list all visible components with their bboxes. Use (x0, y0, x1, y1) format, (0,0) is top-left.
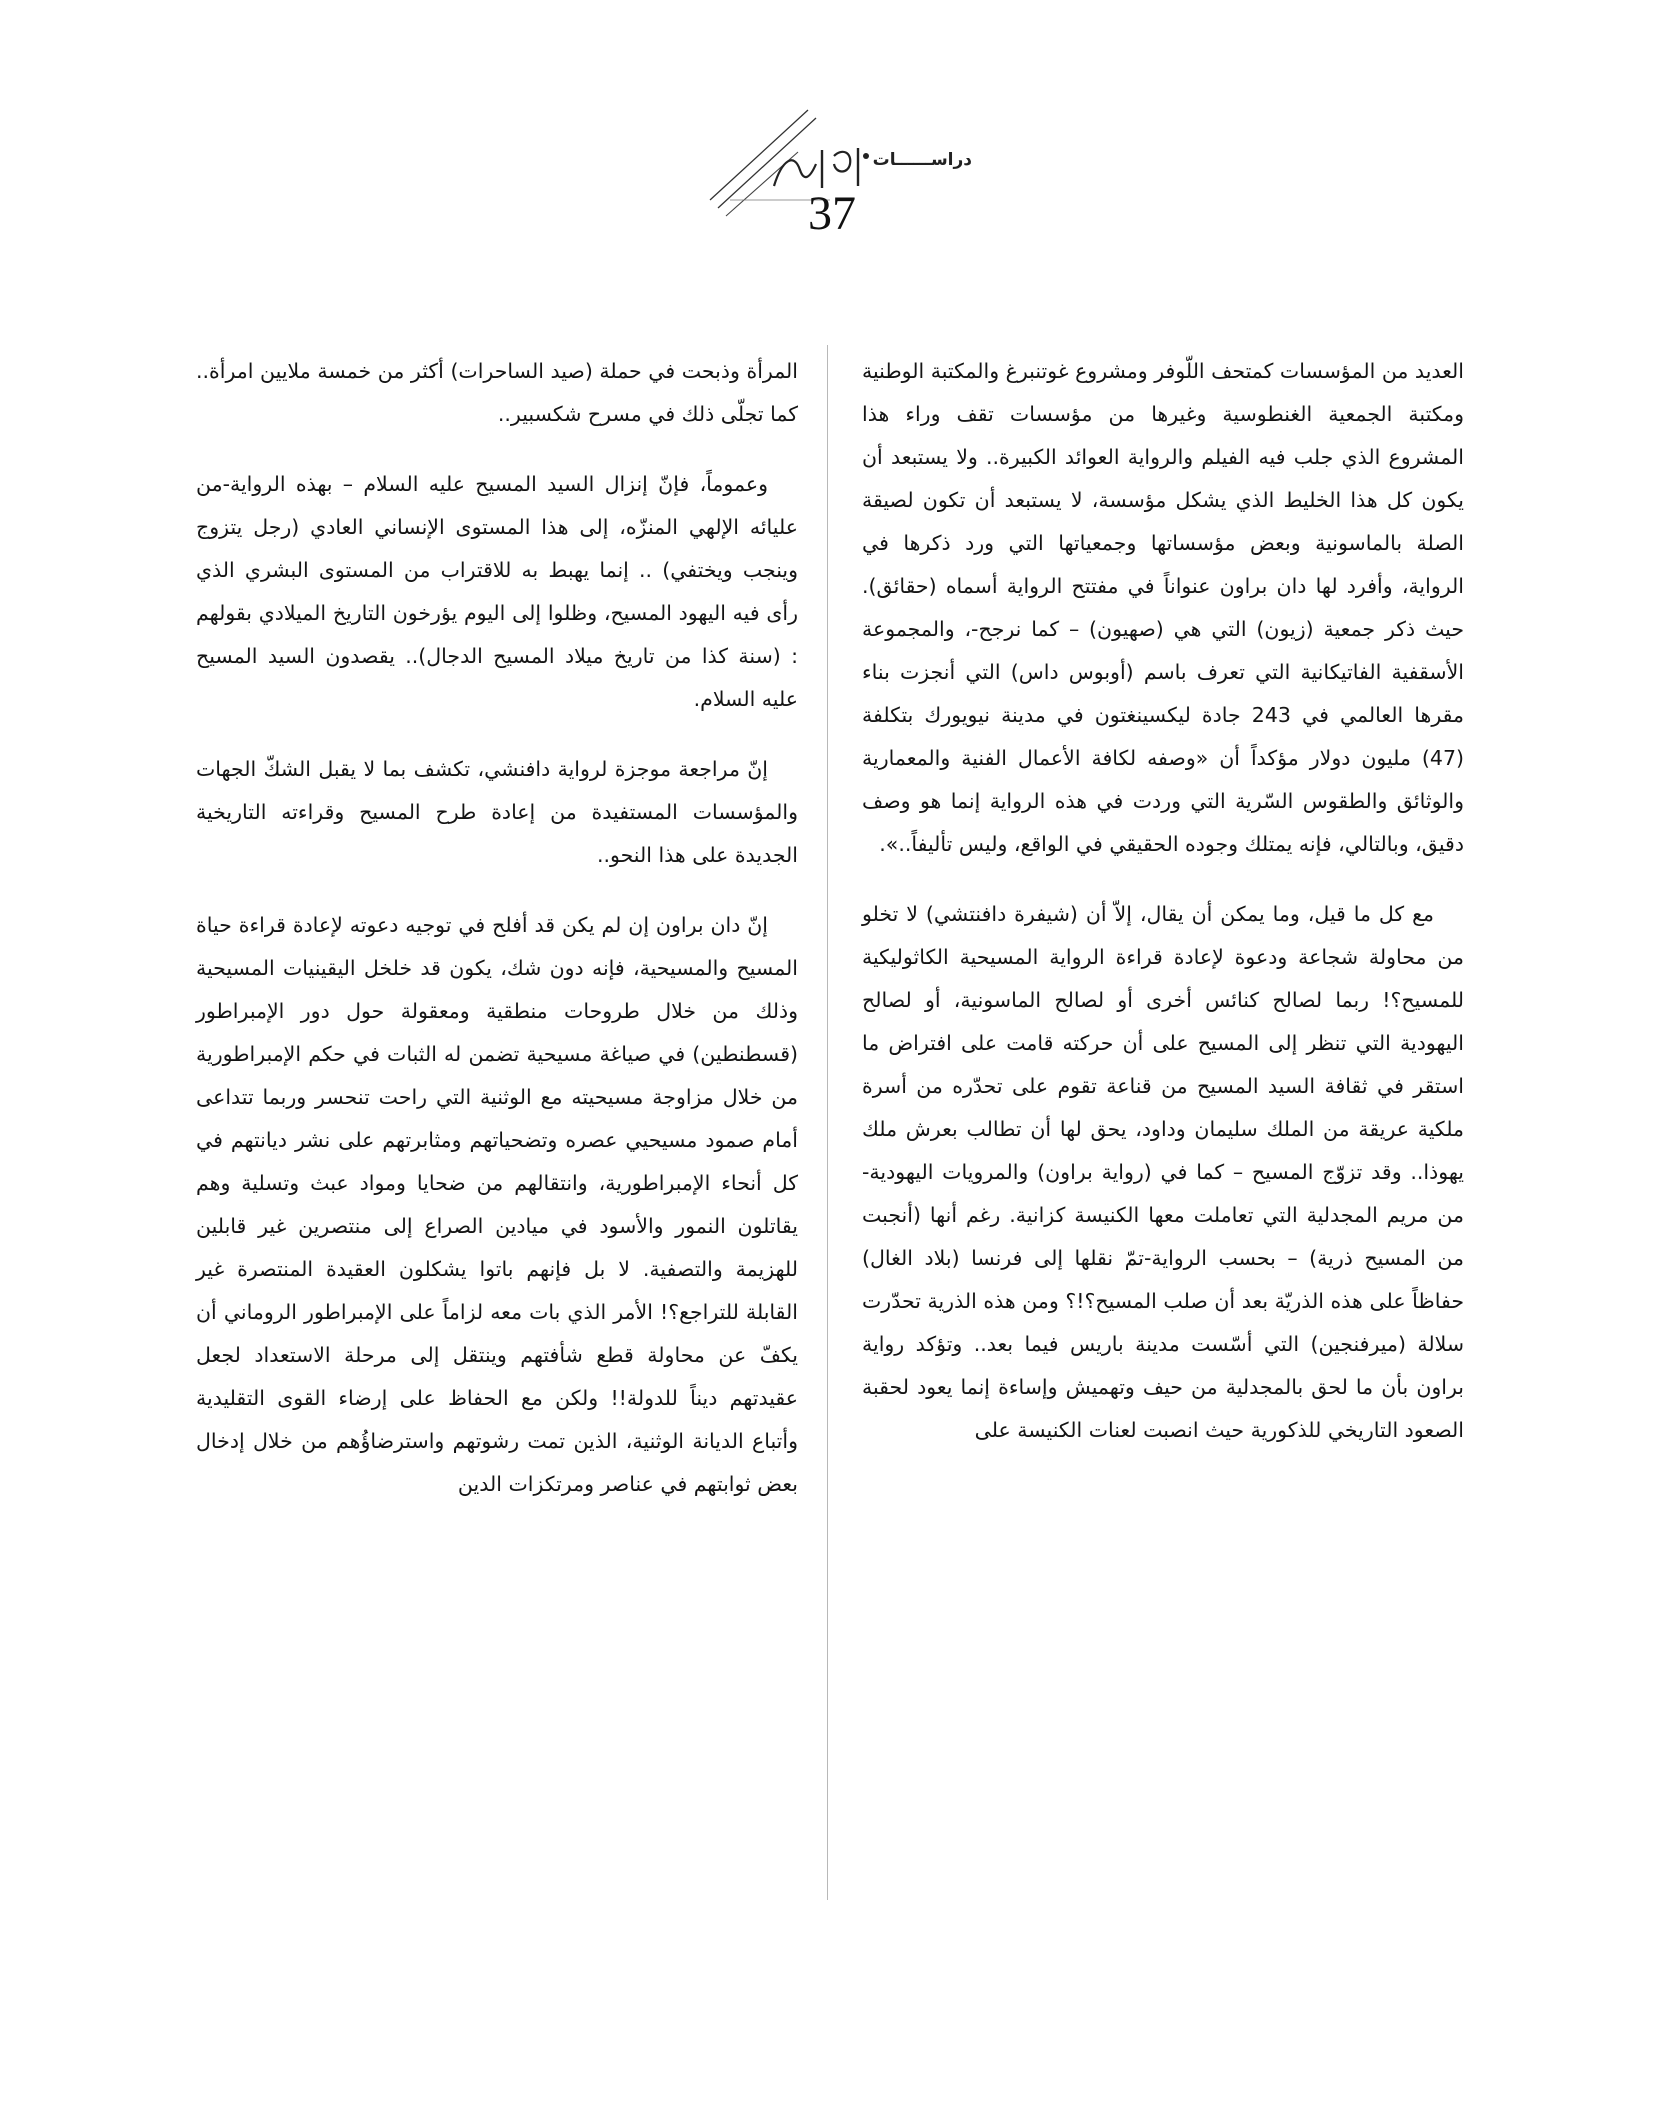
paragraph: إنّ مراجعة موجزة لرواية دافنشي، تكشف بما لا يقبل الشكّ الجهات والمؤسسات المستفيدة من إعادة طرح المسيح وقراءته التاريخية الجديدة على هذا النحو.. (196, 757, 798, 867)
paragraph: المرأة وذبحت في حملة (صيد الساحرات) أكثر من خمسة ملايين امرأة.. كما تجلّى ذلك في مسرح شكسبير.. (196, 359, 798, 426)
paragraph: إنّ دان براون إن لم يكن قد أفلح في توجيه دعوته لإعادة قراءة حياة المسيح والمسيحية، فإنه دون شك، يكون قد خلخل اليقينيات المسيحية وذلك من خلال طروحات منطقية ومعقولة حول دور الإمبراطور (قسطنطين) في صياغة مسيحية تضمن له الثبات في حكم الإمبراطورية من خلال مزاوجة مسيحيته مع الوثنية التي راحت تنحسر وربما تتداعى أمام صمود مسيحيي عصره وتضحياتهم ومثابرتهم على نشر ديانتهم في كل أنحاء الإمبراطورية، وانتقالهم من ضحايا ومواد عبث وتسلية وهم يقاتلون النمور والأسود في ميادين الصراع إلى منتصرين غير قابلين للهزيمة والتصفية. لا بل فإنهم باتوا يشكلون العقيدة المنتصرة غير القابلة للتراجع؟! الأمر الذي بات معه لزاماً على الإمبراطور الروماني أن يكفّ عن محاولة قطع شأفتهم وينتقل إلى مرحلة الاستعداد لجعل عقيدتهم ديناً للدولة!! ولكن مع الحفاظ على إرضاء القوى التقليدية وأتباع الديانة الوثنية، الذين تمت رشوتهم واسترضاؤُهم من خلال إدخال بعض ثوابتهم في عناصر ومرتكزات الدين (196, 913, 798, 1496)
column-divider (827, 345, 828, 1900)
page-number: 37 (808, 187, 856, 240)
page-header (690, 90, 990, 240)
paragraph: العديد من المؤسسات كمتحف اللّوفر ومشروع غوتنبرغ والمكتبة الوطنية ومكتبة الجمعية الغنطوسية وغيرها من مؤسسات تقف وراء هذا المشروع الذي جلب فيه الفيلم والرواية العوائد الكبيرة.. ولا يستبعد أن يكون كل هذا الخليط الذي يشكل مؤسسة، لا يستبعد أن تكون لصيقة الصلة بالماسونية وبعض مؤسساتها وجمعياتها التي ورد ذكرها في الرواية، وأفرد لها دان براون عنواناً في مفتتح الرواية أسماه (حقائق). حيث ذكر جمعية (زيون) التي هي (صهيون) – كما نرجح-، والمجموعة الأسقفية الفاتيكانية التي تعرف باسم (أوبوس داس) التي أنجزت بناء مقرها العالمي في 243 جادة ليكسينغتون في مدينة نيويورك بتكلفة (47) مليون دولار مؤكداً أن «وصفه لكافة الأعمال الفنية والمعمارية والوثائق والطقوس السّرية التي وردت في هذه الرواية إنما هو وصف دقيق، وبالتالي، فإنه يمتلك وجوده الحقيقي في الواقع، وليس تأليفاً..». (862, 359, 1464, 856)
paragraph: وعموماً، فإنّ إنزال السيد المسيح عليه السلام – بهذه الرواية-من عليائه الإلهي المنزّه، إلى هذا المستوى الإنساني العادي (رجل يتزوج وينجب ويختفي) .. إنما يهبط به للاقتراب من المستوى البشري الذي رأى فيه اليهود المسيح، وظلوا إلى اليوم يؤرخون التاريخ الميلادي بقولهم : (سنة كذا من تاريخ ميلاد المسيح الدجال).. يقصدون السيد المسيح عليه السلام. (196, 472, 798, 711)
paragraph: مع كل ما قيل، وما يمكن أن يقال، إلاّ أن (شيفرة دافنتشي) لا تخلو من محاولة شجاعة ودعوة لإعادة قراءة الرواية المسيحية الكاثوليكية للمسيح؟! ربما لصالح كنائس أخرى أو لصالح الماسونية، أو لصالح اليهودية التي تنظر إلى المسيح على أن حركته قامت على افتراض ما استقر في ثقافة السيد المسيح من قناعة تقوم على تحدّره من أسرة ملكية عريقة من الملك سليمان وداود، يحق لها أن تطالب بعرش ملك يهوذا.. وقد تزوّج المسيح – كما في (رواية براون) والمرويات اليهودية- من مريم المجدلية التي تعاملت معها الكنيسة كزانية. رغم أنها (أنجبت من المسيح ذرية) – بحسب الرواية-تمّ نقلها إلى فرنسا (بلاد الغال) حفاظاً على هذه الذريّة بعد أن صلب المسيح؟!؟ ومن هذه الذرية تحدّرت سلالة (ميرفنجين) التي أسّست مدينة باريس فيما بعد.. وتؤكد رواية براون بأن ما لحق بالمجدلية من حيف وتهميش وإساءة إنما يعود لحقبة الصعود التاريخي للذكورية حيث انصبت لعنات الكنيسة على (862, 902, 1464, 1442)
section-label: دراســــــات (872, 150, 972, 170)
left-column (196, 350, 798, 1533)
right-column (862, 350, 1464, 1479)
